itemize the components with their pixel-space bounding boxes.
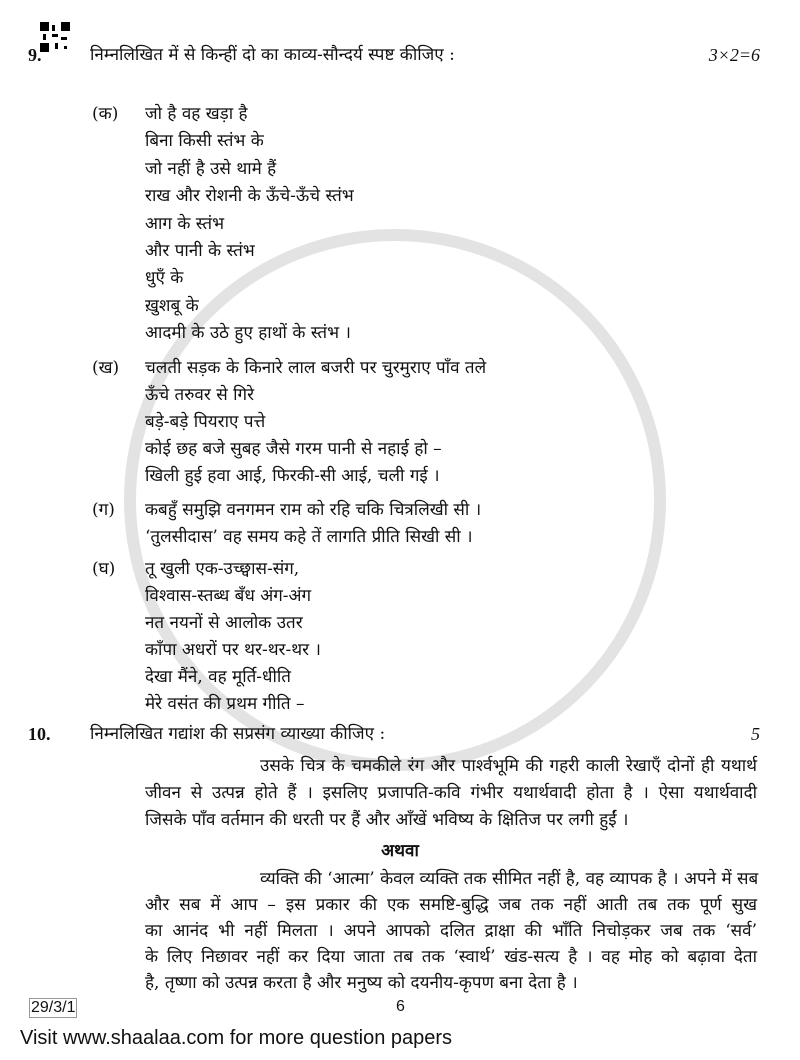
passage-line: का आनंद भी नहीं मिलता । अपने आपको दलित द्राक्षा की भाँति निचोड़कर जब तक ‘सर्व’ — [145, 921, 757, 941]
poem-line: और पानी के स्तंभ — [145, 241, 255, 261]
question-10-number: 10. — [28, 724, 51, 744]
passage-line: उसके चित्र के चमकीले रंग और पार्श्वभूमि की गहरी काली रेखाएँ दोनों ही यथार्थ — [260, 756, 757, 776]
poem-line: ‘तुलसीदास’ वह समय कहे तें लागति प्रीति सिखी सी । — [145, 527, 473, 547]
visit-link[interactable]: Visit www.shaalaa.com for more question papers — [20, 1027, 453, 1049]
poem-part-label: (क) — [92, 104, 119, 124]
poem-line: तू खुली एक-उच्छ्वास-संग, — [145, 559, 300, 579]
passage-line: और सब में आप – इस प्रकार की एक समष्टि-बुद्धि जब तक नहीं आती तब तक पूर्ण सुख — [145, 895, 757, 915]
passage-line: जीवन से उत्पन्न होते हैं । इसलिए प्रजापति-कवि गंभीर यथार्थवादी होता है । ऐसा यथार्थवादी — [145, 783, 757, 803]
question-9-marks: 3×2=6 — [708, 45, 760, 65]
question-9-prompt: निम्नलिखित में से किन्हीं दो का काव्य-सौन्दर्य स्पष्ट कीजिए : — [90, 45, 455, 65]
poem-part-label: (घ) — [92, 559, 116, 579]
page-number: 6 — [396, 998, 405, 1015]
poem-line: काँपा अधरों पर थर-थर-थर । — [145, 640, 321, 660]
poem-line: बड़े-बड़े पियराए पत्ते — [145, 412, 266, 432]
poem-line: ख़ुशबू के — [145, 296, 199, 316]
poem-part-label: (ग) — [92, 500, 115, 520]
poem-line: नत नयनों से आलोक उतर — [145, 613, 303, 633]
poem-line: आग के स्तंभ — [145, 214, 225, 234]
poem-line: देखा मैंने, वह मूर्ति-धीति — [145, 667, 291, 687]
poem-line: राख और रोशनी के ऊँचे-ऊँचे स्तंभ — [145, 186, 354, 206]
poem-part-label: (ख) — [92, 358, 120, 378]
poem-line: खिली हुई हवा आई, फिरकी-सी आई, चली गई । — [145, 466, 440, 486]
paper-code: 29/3/1 — [31, 999, 76, 1016]
poem-line: जो नहीं है उसे थामे हैं — [145, 159, 277, 179]
poem-line: ऊँचे तरुवर से गिरे — [145, 385, 255, 405]
poem-line: कबहुँ समुझि वनगमन राम को रहि चकि चित्रलिखी सी । — [145, 500, 482, 520]
passage-line: व्यक्ति की ‘आत्मा’ केवल व्यक्ति तक सीमित नहीं है, वह व्यापक है । अपने में सब — [260, 869, 759, 889]
question-10-prompt: निम्नलिखित गद्यांश की सप्रसंग व्याख्या कीजिए : — [90, 724, 386, 744]
poem-line: कोई छह बजे सुबह जैसे गरम पानी से नहाई हो – — [145, 439, 442, 459]
qr-code-icon — [40, 22, 70, 52]
poem-line: जो है वह खड़ा है — [145, 104, 248, 124]
passage-line: जिसके पाँव वर्तमान की धरती पर हैं और आँखें भविष्य के क्षितिज पर लगी हुईं । — [145, 810, 629, 830]
passage-line: के लिए निछावर नहीं कर दिया जाता तब तक ‘स्वार्थ’ खंड-सत्य है । वह मोह को बढ़ावा देता — [145, 947, 757, 967]
poem-line: विश्वास-स्तब्ध बँध अंग-अंग — [145, 586, 312, 606]
passage-line: है, तृष्णा को उत्पन्न करता है और मनुष्य को दयनीय-कृपण बना देता है । — [145, 973, 578, 993]
poem-line: धुएँ के — [145, 268, 184, 288]
poem-line: मेरे वसंत की प्रथम गीति – — [145, 694, 305, 714]
question-9-number: 9. — [28, 45, 42, 65]
poem-line: आदमी के उठे हुए हाथों के स्तंभ । — [145, 323, 351, 343]
question-10-marks: 5 — [751, 724, 760, 744]
poem-line: बिना किसी स्तंभ के — [145, 131, 264, 151]
poem-line: चलती सड़क के किनारे लाल बजरी पर चुरमुराए पाँव तले — [145, 358, 487, 378]
or-heading: अथवा — [381, 841, 419, 861]
